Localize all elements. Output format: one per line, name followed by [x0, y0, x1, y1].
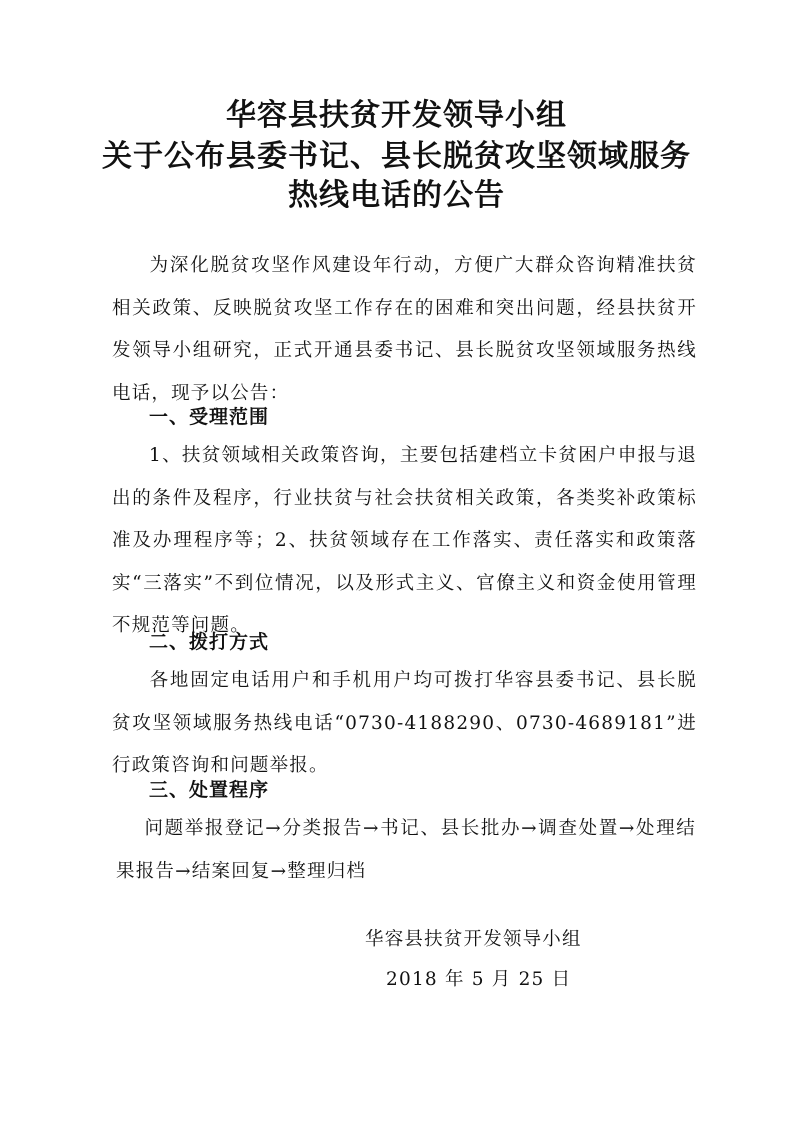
- title-line-1: 华容县扶贫开发领导小组: [226, 98, 567, 133]
- section-heading-scope: 一、受理范围: [149, 406, 270, 428]
- scope-text: 1、扶贫领域相关政策咨询，主要包括建档立卡贫困户申报与退出的条件及程序，行业扶贫与社会扶贫相关政策，各类奖补政策标准及办理程序等；2、扶贫领域存在工作落实、责任落实和政策落实“三落实”不到位情况，以及形式主义、官僚主义和资金使用管理不规范等问题。: [112, 445, 697, 636]
- section-body-procedure: [116, 808, 696, 893]
- intro-text: 为深化脱贫攻坚作风建设年行动，方便广大群众咨询精准扶贫相关政策、反映脱贫攻坚工作存在的困难和突出问题，经县扶贫开发领导小组研究，正式开通县委书记、县长脱贫攻坚领域服务热线电话，现予以公告：: [112, 255, 697, 404]
- section-heading-dial: 二、拨打方式: [149, 631, 270, 653]
- dial-text: 各地固定电话用户和手机用户均可拨打华容县委书记、县长脱贫攻坚领域服务热线电话“0730-4188290、0730-4689181”进行政策咨询和问题举报。: [112, 670, 697, 776]
- title-line-3: 热线电话的公告: [288, 178, 505, 213]
- section-body-dial: [112, 660, 697, 788]
- signature-organization: 华容县扶贫开发领导小组: [365, 929, 582, 950]
- title-line-2: 关于公布县委书记、县长脱贫攻坚领域服务: [102, 139, 691, 174]
- signature-date: 2018 年 5 月 25 日: [386, 969, 572, 990]
- procedure-text: 问题举报登记→分类报告→书记、县长批办→调查处置→处理结果报告→结案回复→整理归档: [116, 818, 696, 882]
- intro-paragraph: [112, 245, 697, 415]
- section-heading-procedure: 三、处置程序: [149, 779, 270, 801]
- section-body-scope: [112, 435, 697, 648]
